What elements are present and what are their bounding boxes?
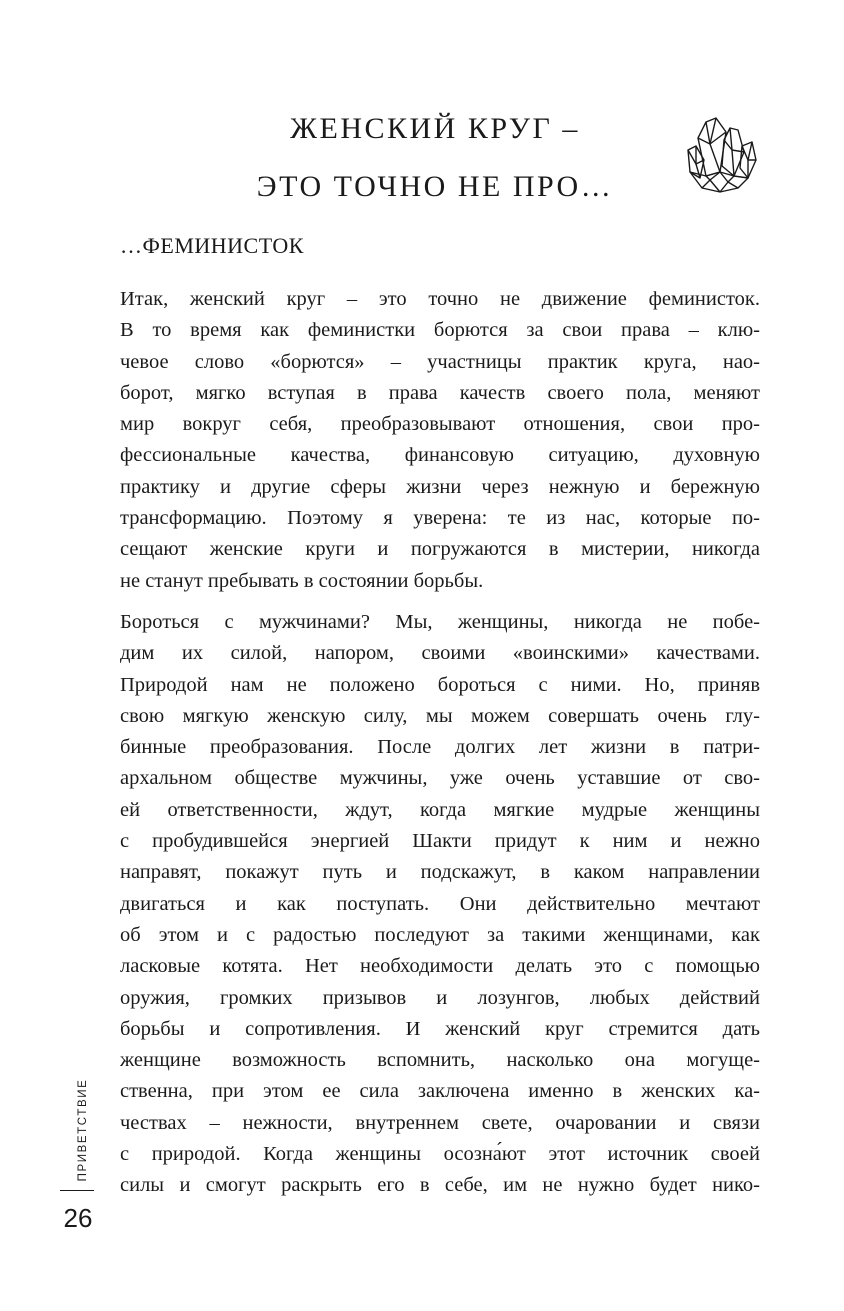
text-line: силы и смогут раскрыть его в себе, им не нужно будет нико- [120, 1174, 760, 1197]
text-line: дим их силой, напором, своими «воинскими» качествами. [120, 642, 760, 665]
text-line: В то время как феминистки борются за свои права – клю- [120, 319, 760, 342]
text-line: фессиональные качества, финансовую ситуацию, духовную [120, 444, 760, 467]
text-line: чествах – нежности, внутреннем свете, очаровании и связи [120, 1111, 760, 1134]
chapter-title-line-1: ЖЕНСКИЙ КРУГ – [290, 112, 580, 145]
folio-divider [60, 1190, 94, 1191]
text-line: Бороться с мужчинами? Мы, женщины, никогда не побе- [120, 611, 760, 633]
text-line: направят, покажут путь и подскажут, в каком направлении [120, 861, 760, 884]
text-line: чевое слово «борются» – участницы практик круга, нао- [120, 350, 760, 373]
chapter-title-line-2: ЭТО ТОЧНО НЕ ПРО… [256, 170, 614, 203]
text-line: бинные преобразования. После долгих лет жизни в патри- [120, 736, 760, 759]
text-line: Итак, женский круг – это точно не движение феминисток. [120, 288, 760, 310]
crystal-icon [684, 116, 758, 194]
text-line: не станут пребывать в состоянии борьбы. [120, 569, 484, 592]
text-line: сещают женские круги и погружаются в мистерии, никогда [120, 538, 760, 561]
text-line: ственна, при этом ее сила заключена именно в женских ка- [120, 1080, 760, 1103]
text-line: оружия, громких призывов и лозунгов, любых действий [120, 986, 760, 1009]
paragraph-2 [120, 607, 760, 1202]
page-number: 26 [63, 1203, 93, 1233]
chapter-title [220, 100, 650, 216]
text-line: практику и другие сферы жизни через нежную и бережную [120, 475, 760, 498]
text-line: борьбы и сопротивления. И женский круг стремится дать [120, 1017, 760, 1040]
text-line: женщине возможность вспомнить, насколько она могуще- [120, 1049, 760, 1072]
text-line: ей ответственности, ждут, когда мягкие мудрые женщины [120, 798, 760, 821]
text-line: ласковые котята. Нет необходимости делать это с помощью [120, 955, 760, 978]
text-line: об этом и с радостью последуют за такими женщинами, как [120, 923, 760, 946]
text-line: архальном обществе мужчины, уже очень уставшие от сво- [120, 767, 760, 790]
text-line: Природой нам не положено бороться с ними. Но, приняв [120, 673, 760, 696]
running-head [73, 1080, 93, 1180]
text-line: двигаться и как поступать. Они действительно мечтают [120, 892, 760, 915]
text-line: свою мягкую женскую силу, мы можем совершать очень глу- [120, 704, 760, 727]
text-line: мир вокруг себя, преобразовывают отношения, свои про- [120, 413, 760, 436]
text-line: с пробудившейся энергией Шакти придут к ним и нежно [120, 830, 760, 853]
text-line: с природой. Когда женщины осозна́ют этот источник своей [120, 1143, 760, 1166]
paragraph-1 [120, 284, 760, 597]
text-line: трансформацию. Поэтому я уверена: те из нас, которые по- [120, 507, 760, 530]
section-heading: …ФЕМИНИСТОК [120, 233, 304, 258]
text-line: борот, мягко вступая в права качеств своего пола, меняют [120, 381, 760, 404]
running-head-text: ПРИВЕТСТВИЕ [77, 1078, 89, 1182]
